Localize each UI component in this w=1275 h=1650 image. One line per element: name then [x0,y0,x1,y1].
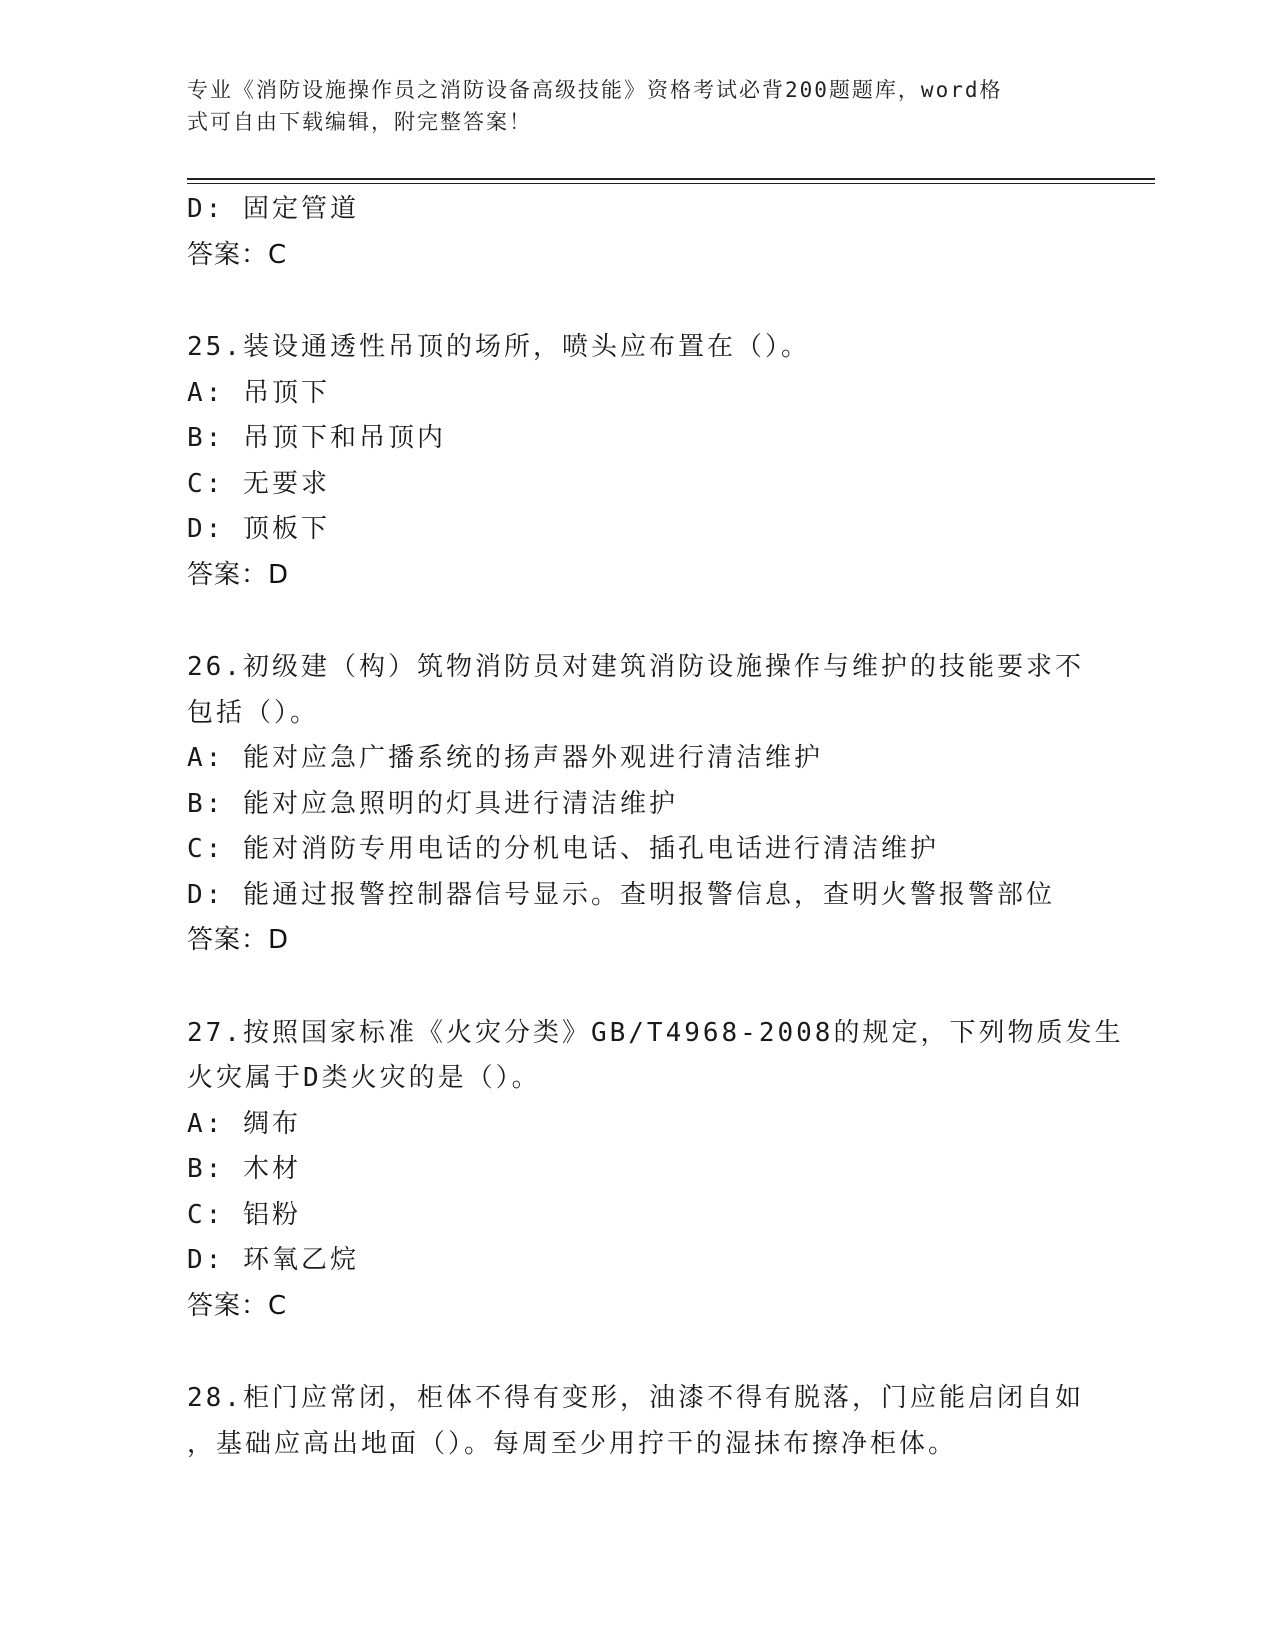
option-a: A: 绸布 [187,1108,301,1139]
question-text: 25.装设通透性吊顶的场所，喷头应布置在（）。 [187,332,810,362]
question-text-cont: 包括（）。 [187,697,320,728]
question-28 [187,1376,1087,1467]
header-line-1: 专业《消防设施操作员之消防设备高级技能》资格考试必背200题题库，word格 [187,78,1003,102]
question-text: 27.按照国家标准《火灾分类》GB/T4968-2008的规定，下列物质发生 [187,1017,1124,1048]
option-a: A: 吊顶下 [187,377,330,408]
question-text: 28.柜门应常闭，柜体不得有变形，油漆不得有脱落，门应能启闭自如 [187,1383,1084,1413]
option-b: B: 能对应急照明的灯具进行清洁维护 [187,788,678,819]
option-d: D: 能通过报警控制器信号显示。查明报警信息，查明火警报警部位 [187,879,1055,910]
question-24-tail [187,187,1087,278]
answer: 答案：D [187,559,290,590]
header-line-2: 式可自由下载编辑，附完整答案！ [187,110,532,134]
option-c: C: 无要求 [187,468,330,499]
option-a: A: 能对应急广播系统的扬声器外观进行清洁维护 [187,743,823,773]
question-text: 26.初级建（构）筑物消防员对建筑消防设施操作与维护的技能要求不 [187,652,1084,682]
option-c: C: 能对消防专用电话的分机电话、插孔电话进行清洁维护 [187,834,939,864]
question-25 [187,325,1087,598]
header-rule-thin [187,183,1155,184]
page-header [187,74,1067,138]
question-26 [187,645,1087,964]
option-b: B: 木材 [187,1154,301,1184]
option-d: D: 环氧乙烷 [187,1245,359,1275]
question-list [187,187,1124,1467]
question-text-cont: 火灾属于D类火灾的是（）。 [187,1063,541,1093]
option-d: D: 固定管道 [187,194,359,224]
option-d: D: 顶板下 [187,514,330,544]
header-rule-thick [187,178,1155,180]
option-b: B: 吊顶下和吊顶内 [187,423,446,453]
answer: 答案：D [187,925,290,955]
answer: 答案：C [187,239,288,270]
question-27 [187,1011,1124,1330]
answer: 答案：C [187,1290,288,1321]
question-text-cont: ，基础应高出地面（）。每周至少用拧干的湿抹布擦净柜体。 [187,1428,958,1459]
option-c: C: 铝粉 [187,1199,301,1230]
